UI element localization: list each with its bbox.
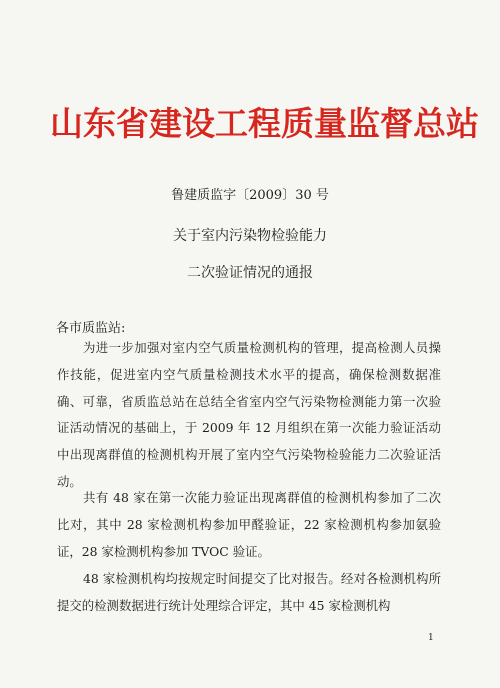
body-paragraph-2: 共有 48 家在第一次能力验证出现离群值的检测机构参加了二次比对，其中 28 家检测机构参加甲醛验证，22 家检测机构参加氨验证，28 家检测机构参加 TVOC 验证。 (57, 490, 441, 559)
document-number: 鲁建质监字〔2009〕30 号 (171, 188, 329, 203)
issuer-title: 山东省建设工程质量监督总站 (50, 104, 479, 143)
subject-line-2: 二次验证情况的通报 (187, 265, 313, 281)
body-paragraph-3: 48 家检测机构均按规定时间提交了比对报告。经对各检测机构所提交的检测数据进行统计处理综合评定，其中 45 家检测机构 (57, 571, 441, 613)
body-paragraph-1: 为进一步加强对室内空气质量检测机构的管理，提高检测人员操作技能，促进室内空气质量检测技术水平的提高，确保检测数据准确、可靠，省质监总站在总结全省室内空气污染物检测能力第一次验证活动情况的基础上，于 2009 年 12 月组织在第一次能力验证活动中出现离群值的检测机构开展了室内空气污染物检验能力二次验证活动。 (57, 340, 441, 489)
salutation: 各市质监站: (56, 321, 126, 336)
page-number: 1 (428, 633, 434, 643)
subject-line-1: 关于室内污染物检验能力 (173, 228, 327, 244)
